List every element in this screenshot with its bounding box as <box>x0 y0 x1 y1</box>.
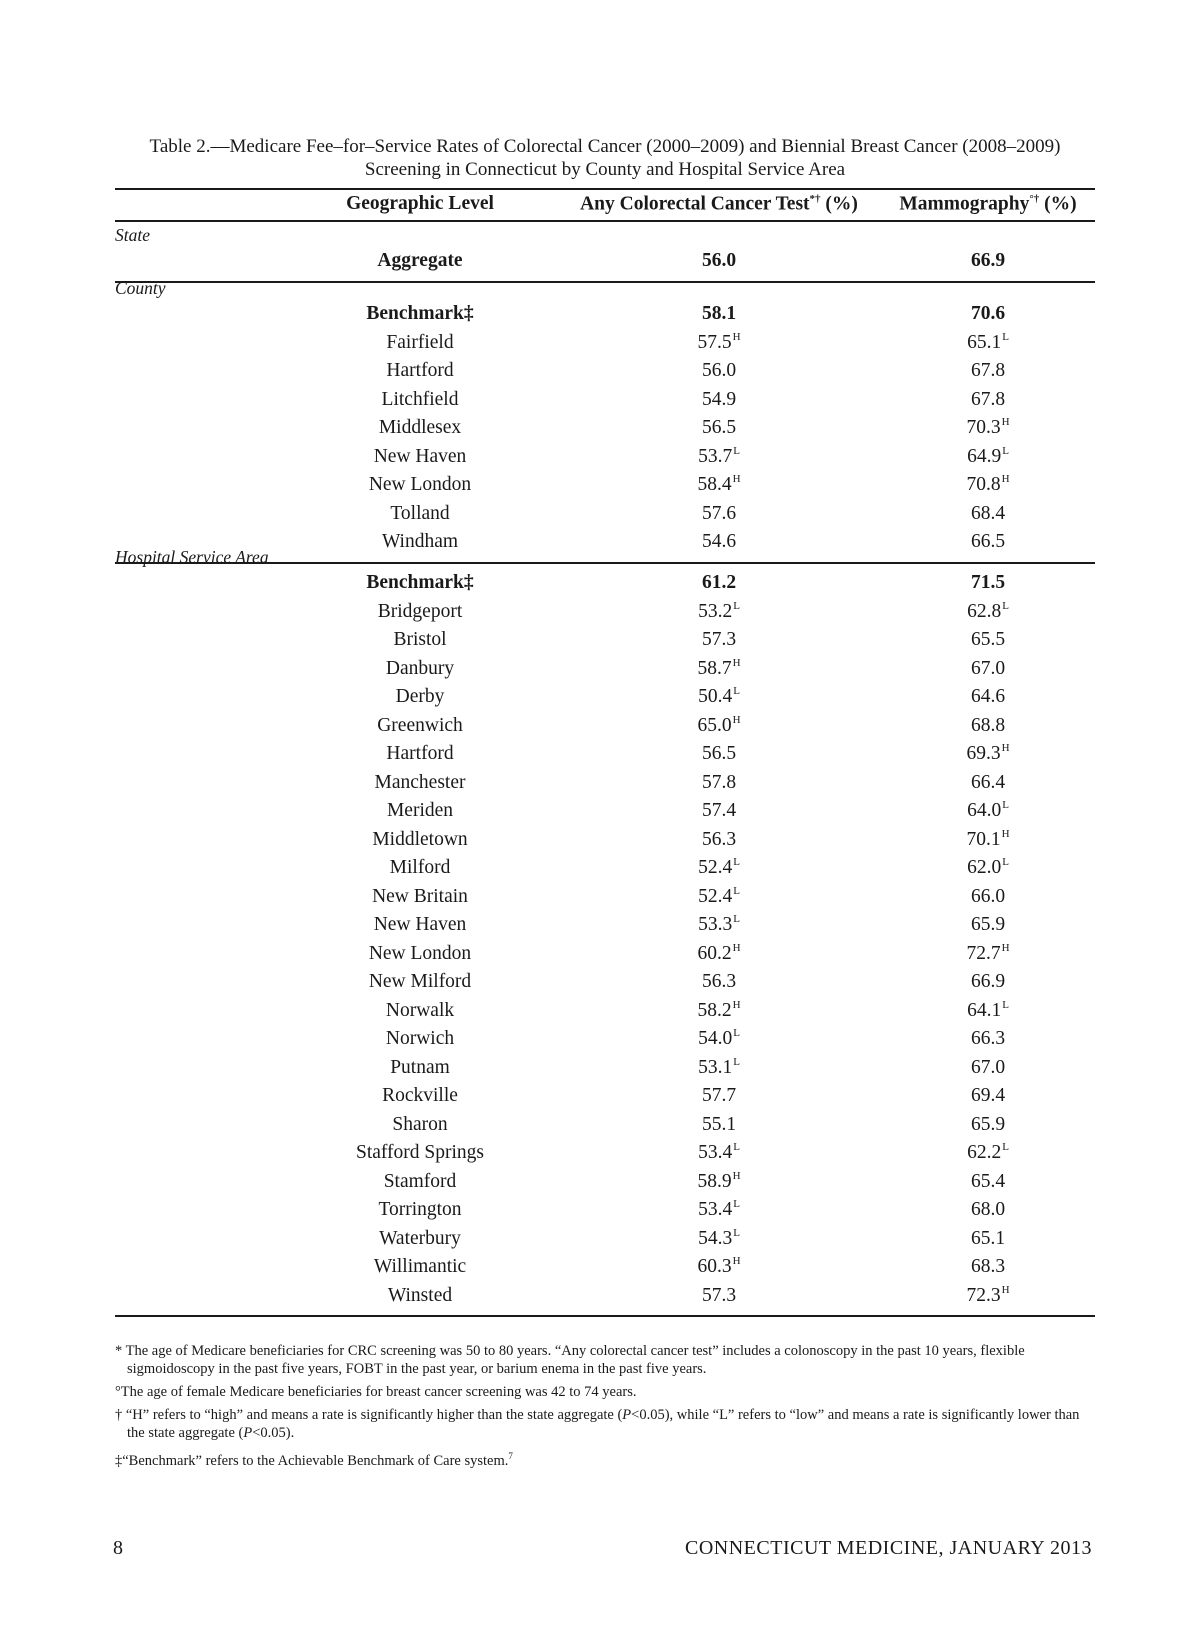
geographic-level-cell: New London <box>368 942 472 964</box>
rate-value: 67.0 <box>970 1056 1006 1078</box>
table-row <box>115 330 1095 359</box>
geographic-level-cell: New Britain <box>372 885 468 907</box>
colorectal-rate-cell <box>698 686 740 708</box>
geographic-level-cell: Torrington <box>378 1199 462 1220</box>
geographic-level-cell: Windham <box>381 531 459 552</box>
mammography-rate-cell <box>971 914 1005 936</box>
rate-value: 66.5 <box>970 531 1006 552</box>
colorectal-rate-cell <box>698 601 740 623</box>
geographic-level-cell: Putnam <box>390 1056 450 1078</box>
table-row <box>115 1083 1095 1112</box>
geographic-level-cell: Stamford <box>383 1170 457 1192</box>
rate-value: 58.7 <box>697 657 732 679</box>
rate-value: 70.8 <box>966 474 1001 495</box>
section-label: Hospital Service Area <box>115 547 269 567</box>
table-row <box>115 570 1095 599</box>
significance-flag: H <box>732 1255 741 1267</box>
colorectal-rate-cell <box>697 1171 740 1193</box>
table-row <box>115 301 1095 330</box>
mammography-rate-cell <box>966 829 1009 851</box>
footnote-dagger: † “H” refers to “high” and means a rate is significantly higher than the state aggregate (P<0.05), while “L” refers to “low” and means a rate is significantly lower than the state aggregate (P<0.05). <box>115 1407 1080 1441</box>
rate-value: 54.0 <box>698 1028 733 1049</box>
geographic-level-cell: Benchmark‡ <box>366 303 474 324</box>
table-row <box>115 798 1095 827</box>
rate-value: 57.7 <box>701 1085 737 1106</box>
rate-value: 60.3 <box>697 1256 732 1277</box>
rate-value: 53.7 <box>698 445 733 467</box>
colorectal-rate-cell <box>697 474 740 496</box>
geographic-level-cell: New London <box>368 474 472 495</box>
geographic-level-cell: Fairfield <box>386 331 454 353</box>
table-row <box>115 1140 1095 1169</box>
geographic-level-cell: Benchmark‡ <box>366 572 474 593</box>
rate-value: 61.2 <box>701 572 737 593</box>
rate-value: 65.5 <box>970 629 1006 650</box>
table-row <box>115 684 1095 713</box>
rate-value: 57.3 <box>701 1284 737 1306</box>
mammography-rate-cell <box>971 1028 1005 1050</box>
colorectal-rate-cell <box>702 772 736 794</box>
geographic-level-cell: Tolland <box>390 502 450 524</box>
rate-value: 56.5 <box>701 743 737 764</box>
header-geographic-level: Geographic Level <box>346 193 494 214</box>
table-caption <box>115 135 1095 181</box>
geographic-level-cell: Winsted <box>387 1284 453 1306</box>
geographic-level-cell: Manchester <box>374 771 466 793</box>
rate-value: 69.4 <box>970 1085 1006 1106</box>
colorectal-rate-cell <box>702 250 736 272</box>
mammography-rate-cell <box>971 1199 1005 1221</box>
mammography-rate-cell <box>971 303 1005 325</box>
mammography-rate-cell <box>971 658 1005 680</box>
significance-flag: H <box>732 941 741 954</box>
table-row <box>115 1283 1095 1312</box>
header-colorectal-test: Any Colorectal Cancer Test*† (%) <box>580 193 858 215</box>
table-header-row <box>115 188 1095 218</box>
colorectal-rate-cell <box>697 658 740 680</box>
rate-value: 72.3 <box>966 1284 1001 1306</box>
colorectal-rate-cell <box>702 360 736 382</box>
rate-value: 70.1 <box>966 828 1001 850</box>
significance-flag: L <box>733 685 740 697</box>
table-row <box>115 1169 1095 1198</box>
geographic-level-cell: Norwich <box>385 1028 455 1049</box>
rate-value: 56.5 <box>701 417 737 438</box>
rate-value: 64.0 <box>967 800 1002 821</box>
geographic-level-cell: Danbury <box>385 657 455 679</box>
mammography-rate-cell <box>971 360 1005 382</box>
mammography-rate-cell <box>966 1285 1009 1307</box>
rate-value: 72.7 <box>966 942 1001 964</box>
colorectal-rate-cell <box>698 446 740 468</box>
rate-value: 62.0 <box>967 857 1002 878</box>
geographic-level-cell: Bridgeport <box>377 600 463 622</box>
significance-flag: H <box>1001 473 1010 485</box>
table-row <box>115 387 1095 416</box>
significance-flag: H <box>732 998 741 1011</box>
mammography-rate-cell <box>971 1228 1005 1250</box>
footnote-asterisk: * The age of Medicare beneficiaries for CRC screening was 50 to 80 years. “Any colorectal cancer test” includes a colonoscopy in the past 10 years, flexible sigmoidoscopy in the past five years, FOBT in the past year, or barium enema in the past five years. <box>115 1343 1025 1377</box>
mammography-rate-cell <box>967 601 1009 623</box>
colorectal-rate-cell <box>702 1114 736 1136</box>
rate-value: 62.8 <box>967 600 1002 622</box>
footnote-degree: °The age of female Medicare beneficiaries for breast cancer screening was 42 to 74 years. <box>115 1384 637 1400</box>
geographic-level-cell: Willimantic <box>373 1256 467 1277</box>
rate-value: 55.1 <box>701 1113 737 1135</box>
mammography-rate-cell <box>967 800 1009 822</box>
geographic-level-cell: New Haven <box>373 445 467 467</box>
rate-value: 66.4 <box>970 771 1006 793</box>
rate-value: 71.5 <box>970 572 1006 593</box>
colorectal-rate-cell <box>702 971 736 993</box>
mammography-rate-cell <box>966 743 1009 765</box>
significance-flag: L <box>733 856 740 868</box>
mammography-rate-cell <box>971 886 1005 908</box>
rate-value: 50.4 <box>698 686 733 707</box>
table-row <box>115 1197 1095 1226</box>
rate-value: 57.5 <box>697 331 732 353</box>
rate-value: 57.3 <box>701 629 737 650</box>
significance-flag: L <box>1002 998 1009 1011</box>
table-row <box>115 656 1095 685</box>
rate-value: 60.2 <box>697 942 732 964</box>
table-row <box>115 884 1095 913</box>
table-row <box>115 1254 1095 1283</box>
table-row <box>115 998 1095 1027</box>
rate-value: 68.4 <box>970 502 1006 524</box>
geographic-level-cell: Bristol <box>393 629 447 650</box>
mammography-rate-cell <box>971 503 1005 525</box>
table-row <box>115 741 1095 770</box>
colorectal-rate-cell <box>702 629 736 651</box>
rate-value: 65.9 <box>970 914 1006 935</box>
rate-value: 66.0 <box>970 885 1006 907</box>
colorectal-rate-cell <box>702 503 736 525</box>
section-rule <box>115 281 1095 283</box>
significance-flag: L <box>1002 1141 1009 1153</box>
significance-flag: L <box>733 1198 740 1210</box>
mammography-rate-cell <box>971 1256 1005 1278</box>
rate-value: 65.0 <box>697 714 732 736</box>
table-row <box>115 827 1095 856</box>
mammography-rate-cell <box>971 250 1005 272</box>
rate-value: 64.1 <box>967 999 1002 1021</box>
significance-flag: L <box>733 1141 740 1153</box>
rate-value: 56.0 <box>701 250 737 271</box>
significance-flag: H <box>732 1169 741 1182</box>
rate-value: 66.3 <box>970 1028 1006 1049</box>
rate-value: 66.9 <box>970 971 1006 992</box>
mammography-rate-cell <box>971 572 1005 594</box>
colorectal-rate-cell <box>697 1000 740 1022</box>
mammography-rate-cell <box>971 1171 1005 1193</box>
rate-value: 70.3 <box>966 417 1001 438</box>
mammography-rate-cell <box>966 943 1009 965</box>
significance-flag: L <box>1002 856 1009 868</box>
significance-flag: L <box>733 1055 740 1068</box>
rate-value: 53.3 <box>698 914 733 935</box>
geographic-level-cell: Hartford <box>386 360 454 381</box>
table-row <box>115 713 1095 742</box>
colorectal-rate-cell <box>697 943 740 965</box>
rate-value: 56.3 <box>701 971 737 992</box>
table-row <box>115 599 1095 628</box>
table-row <box>115 472 1095 501</box>
colorectal-rate-cell <box>698 1228 740 1250</box>
table-row <box>115 969 1095 998</box>
mammography-rate-cell <box>966 417 1009 439</box>
significance-flag: L <box>733 599 740 612</box>
mammography-rate-cell <box>967 857 1009 879</box>
geographic-level-cell: Greenwich <box>377 714 463 736</box>
rate-value: 68.8 <box>970 714 1006 736</box>
page-number: 8 <box>113 1537 123 1559</box>
table-row <box>115 770 1095 799</box>
geographic-level-cell: Sharon <box>392 1113 448 1135</box>
rate-value: 65.4 <box>970 1170 1006 1192</box>
geographic-level-cell: Aggregate <box>377 250 463 271</box>
significance-flag: L <box>733 444 740 457</box>
colorectal-rate-cell <box>702 1285 736 1307</box>
rate-value: 67.8 <box>970 360 1006 381</box>
rate-value: 65.1 <box>970 1227 1006 1249</box>
geographic-level-cell: Rockville <box>382 1085 458 1106</box>
rate-value: 57.4 <box>701 800 737 821</box>
significance-flag: L <box>1002 799 1009 811</box>
significance-flag: H <box>732 473 741 485</box>
colorectal-rate-cell <box>702 572 736 594</box>
colorectal-rate-cell <box>702 303 736 325</box>
header-mammography: Mammography°† (%) <box>899 193 1077 215</box>
colorectal-rate-cell <box>698 914 740 936</box>
mammography-rate-cell <box>967 332 1009 354</box>
rate-value: 64.9 <box>967 445 1002 467</box>
significance-flag: H <box>732 713 741 726</box>
caption-line-2: Screening in Connecticut by County and Hospital Service Area <box>364 159 846 180</box>
rate-value: 53.1 <box>698 1056 733 1078</box>
colorectal-rate-cell <box>697 715 740 737</box>
rate-value: 69.3 <box>966 743 1001 764</box>
journal-footer: CONNECTICUT MEDICINE, JANUARY 2013 <box>685 1537 1092 1559</box>
geographic-level-cell: Middletown <box>372 828 468 850</box>
rate-value: 67.8 <box>970 388 1006 410</box>
significance-flag: H <box>1001 827 1010 840</box>
mammography-rate-cell <box>971 1114 1005 1136</box>
table-row <box>115 1226 1095 1255</box>
table-row <box>115 1055 1095 1084</box>
rate-value: 57.6 <box>701 502 737 524</box>
section-label: State <box>115 225 150 245</box>
table-row <box>115 627 1095 656</box>
colorectal-rate-cell <box>702 743 736 765</box>
significance-flag: H <box>1001 742 1010 754</box>
mammography-rate-cell <box>971 971 1005 993</box>
colorectal-rate-cell <box>702 800 736 822</box>
mammography-rate-cell <box>971 389 1005 411</box>
significance-flag: H <box>1001 416 1010 428</box>
rate-value: 52.4 <box>698 857 733 878</box>
caption-line-1: Table 2.—Medicare Fee–for–Service Rates of Colorectal Cancer (2000–2009) and Biennial Breast Cancer (2008–2009) <box>149 136 1061 157</box>
geographic-level-cell: Stafford Springs <box>355 1142 485 1163</box>
colorectal-rate-cell <box>702 829 736 851</box>
colorectal-rate-cell <box>702 1085 736 1107</box>
table-row <box>115 855 1095 884</box>
colorectal-rate-cell <box>698 1199 740 1221</box>
mammography-rate-cell <box>971 715 1005 737</box>
mammography-rate-cell <box>971 629 1005 651</box>
colorectal-rate-cell <box>698 1142 740 1164</box>
significance-flag: L <box>1002 599 1009 612</box>
rate-value: 52.4 <box>698 885 733 907</box>
mammography-rate-cell <box>971 686 1005 708</box>
rate-value: 70.6 <box>970 303 1006 324</box>
rate-value: 58.2 <box>697 999 732 1021</box>
mammography-rate-cell <box>971 772 1005 794</box>
rate-value: 68.0 <box>970 1199 1006 1220</box>
colorectal-rate-cell <box>698 1028 740 1050</box>
rate-value: 54.3 <box>698 1227 733 1249</box>
colorectal-rate-cell <box>698 886 740 908</box>
footnotes <box>115 1342 1095 1475</box>
significance-flag: H <box>732 656 741 669</box>
geographic-level-cell: Meriden <box>386 800 454 821</box>
rate-value: 54.9 <box>701 388 737 410</box>
significance-flag: L <box>1002 330 1009 343</box>
rate-value: 54.6 <box>701 531 737 552</box>
significance-flag: L <box>733 1027 740 1039</box>
rate-value: 56.3 <box>701 828 737 850</box>
colorectal-rate-cell <box>702 389 736 411</box>
rate-value: 56.0 <box>701 360 737 381</box>
colorectal-rate-cell <box>702 531 736 553</box>
rate-value: 66.9 <box>970 250 1006 271</box>
rate-value: 53.4 <box>698 1142 733 1163</box>
rate-value: 68.3 <box>970 1256 1006 1277</box>
rate-value: 58.4 <box>697 474 732 495</box>
rate-value: 65.1 <box>967 331 1002 353</box>
mammography-rate-cell <box>967 1000 1009 1022</box>
rate-value: 53.2 <box>698 600 733 622</box>
table-row <box>115 1026 1095 1055</box>
rate-value: 65.9 <box>970 1113 1006 1135</box>
geographic-level-cell: Litchfield <box>381 388 459 410</box>
table-row <box>115 358 1095 387</box>
rate-value: 57.8 <box>701 771 737 793</box>
mammography-rate-cell <box>971 531 1005 553</box>
geographic-level-cell: Milford <box>389 857 451 878</box>
section-rule <box>115 1315 1095 1317</box>
colorectal-rate-cell <box>697 1256 740 1278</box>
mammography-rate-cell <box>966 474 1009 496</box>
significance-flag: H <box>732 330 741 343</box>
rate-value: 64.6 <box>970 686 1006 707</box>
significance-flag: H <box>1001 1283 1010 1296</box>
significance-flag: H <box>1001 941 1010 954</box>
table-row <box>115 941 1095 970</box>
significance-flag: L <box>733 913 740 925</box>
geographic-level-cell: Middlesex <box>378 417 462 438</box>
rate-value: 62.2 <box>967 1142 1002 1163</box>
geographic-level-cell: New Milford <box>368 971 472 992</box>
significance-flag: L <box>733 884 740 897</box>
rate-value: 58.9 <box>697 1170 732 1192</box>
rate-value: 58.1 <box>701 303 737 324</box>
colorectal-rate-cell <box>697 332 740 354</box>
geographic-level-cell: Waterbury <box>379 1227 461 1249</box>
colorectal-rate-cell <box>698 857 740 879</box>
table-row <box>115 912 1095 941</box>
geographic-level-cell: Norwalk <box>385 999 455 1021</box>
mammography-rate-cell <box>967 446 1009 468</box>
table-row <box>115 501 1095 530</box>
rate-value: 53.4 <box>698 1199 733 1220</box>
table-row <box>115 444 1095 473</box>
rate-value: 67.0 <box>970 657 1006 679</box>
geographic-level-cell: Hartford <box>386 743 454 764</box>
significance-flag: L <box>733 1226 740 1239</box>
footnote-double-dagger: ‡“Benchmark” refers to the Achievable Benchmark of Care system.$^7$ <box>115 1451 513 1469</box>
geographic-level-cell: Derby <box>395 686 445 707</box>
table-row <box>115 248 1095 277</box>
colorectal-rate-cell <box>702 417 736 439</box>
mammography-rate-cell <box>971 1057 1005 1079</box>
table-row <box>115 415 1095 444</box>
mammography-rate-cell <box>971 1085 1005 1107</box>
mammography-rate-cell <box>967 1142 1009 1164</box>
table-row <box>115 1112 1095 1141</box>
colorectal-rate-cell <box>698 1057 740 1079</box>
section-label: County <box>115 278 166 298</box>
geographic-level-cell: New Haven <box>373 914 467 935</box>
table-header-rule <box>115 220 1095 222</box>
significance-flag: L <box>1002 444 1009 457</box>
